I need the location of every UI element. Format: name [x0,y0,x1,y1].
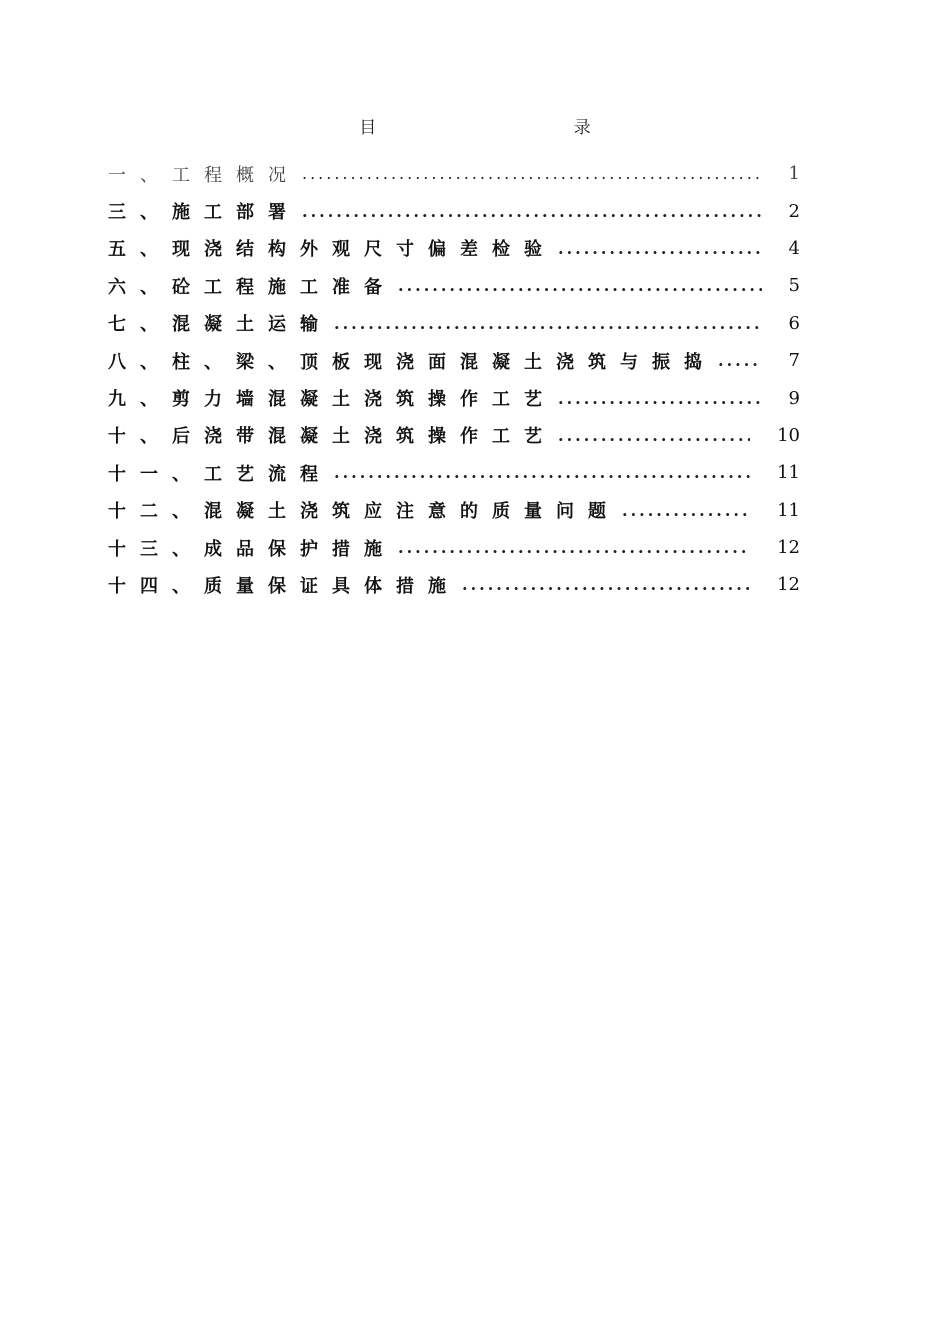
toc-leader-dots [334,314,762,333]
toc-entry-label: 十三、成品保护措施 [108,538,396,560]
toc-entry[interactable] [108,454,808,491]
toc-entry-page: 5 [788,275,800,297]
toc-leader-dots [334,463,750,482]
toc-entry-page: 7 [788,350,800,372]
toc-entry-page: 11 [777,462,800,484]
toc-leader-dots [398,276,762,295]
toc-entry-label: 一、工程概况 [108,164,300,186]
toc-leader-dots [302,164,762,183]
toc-leader-dots [398,538,750,557]
toc-entry-label: 六、砼工程施工准备 [108,276,396,298]
toc-entry[interactable] [108,529,808,566]
toc-entry[interactable] [108,192,808,229]
toc-title: 目 录 [359,118,687,138]
toc-entry-page: 10 [777,424,800,446]
toc-entry-label: 三、施工部署 [108,202,300,224]
toc-entry-label: 五、现浇结构外观尺寸偏差检验 [108,239,556,261]
toc-entry-label: 十二、混凝土浇筑应注意的质量问题 [108,501,620,523]
toc-entry-page: 12 [777,574,800,596]
toc-entry[interactable] [108,155,808,192]
toc-entry[interactable] [108,305,808,342]
toc-entry[interactable] [108,342,808,379]
toc-entry[interactable] [108,492,808,529]
toc-leader-dots [302,202,762,221]
toc-leader-dots [622,501,750,520]
toc-entry-page: 11 [777,499,800,521]
toc-entry[interactable] [108,566,808,603]
toc-list [108,155,808,604]
toc-entry-label: 十一、工艺流程 [108,463,332,485]
toc-entry[interactable] [108,267,808,304]
toc-entry-label: 七、混凝土运输 [108,314,332,336]
toc-entry-page: 1 [788,163,800,185]
toc-leader-dots [558,389,762,408]
toc-leader-dots [558,239,762,258]
toc-leader-dots [558,426,750,445]
toc-entry-page: 9 [788,387,800,409]
toc-leader-dots [462,575,750,594]
toc-entry-page: 12 [777,537,800,559]
toc-entry-page: 6 [788,312,800,334]
toc-entry[interactable] [108,417,808,454]
toc-leader-dots [718,351,762,370]
toc-entry-label: 八、柱、梁、顶板现浇面混凝土浇筑与振捣 [108,351,716,373]
toc-entry-label: 十四、质量保证具体措施 [108,575,460,597]
toc-entry-page: 2 [788,200,800,222]
toc-entry-label: 九、剪力墙混凝土浇筑操作工艺 [108,389,556,411]
toc-entry[interactable] [108,230,808,267]
toc-entry[interactable] [108,379,808,416]
toc-entry-page: 4 [788,237,800,259]
toc-entry-label: 十、后浇带混凝土浇筑操作工艺 [108,426,556,448]
